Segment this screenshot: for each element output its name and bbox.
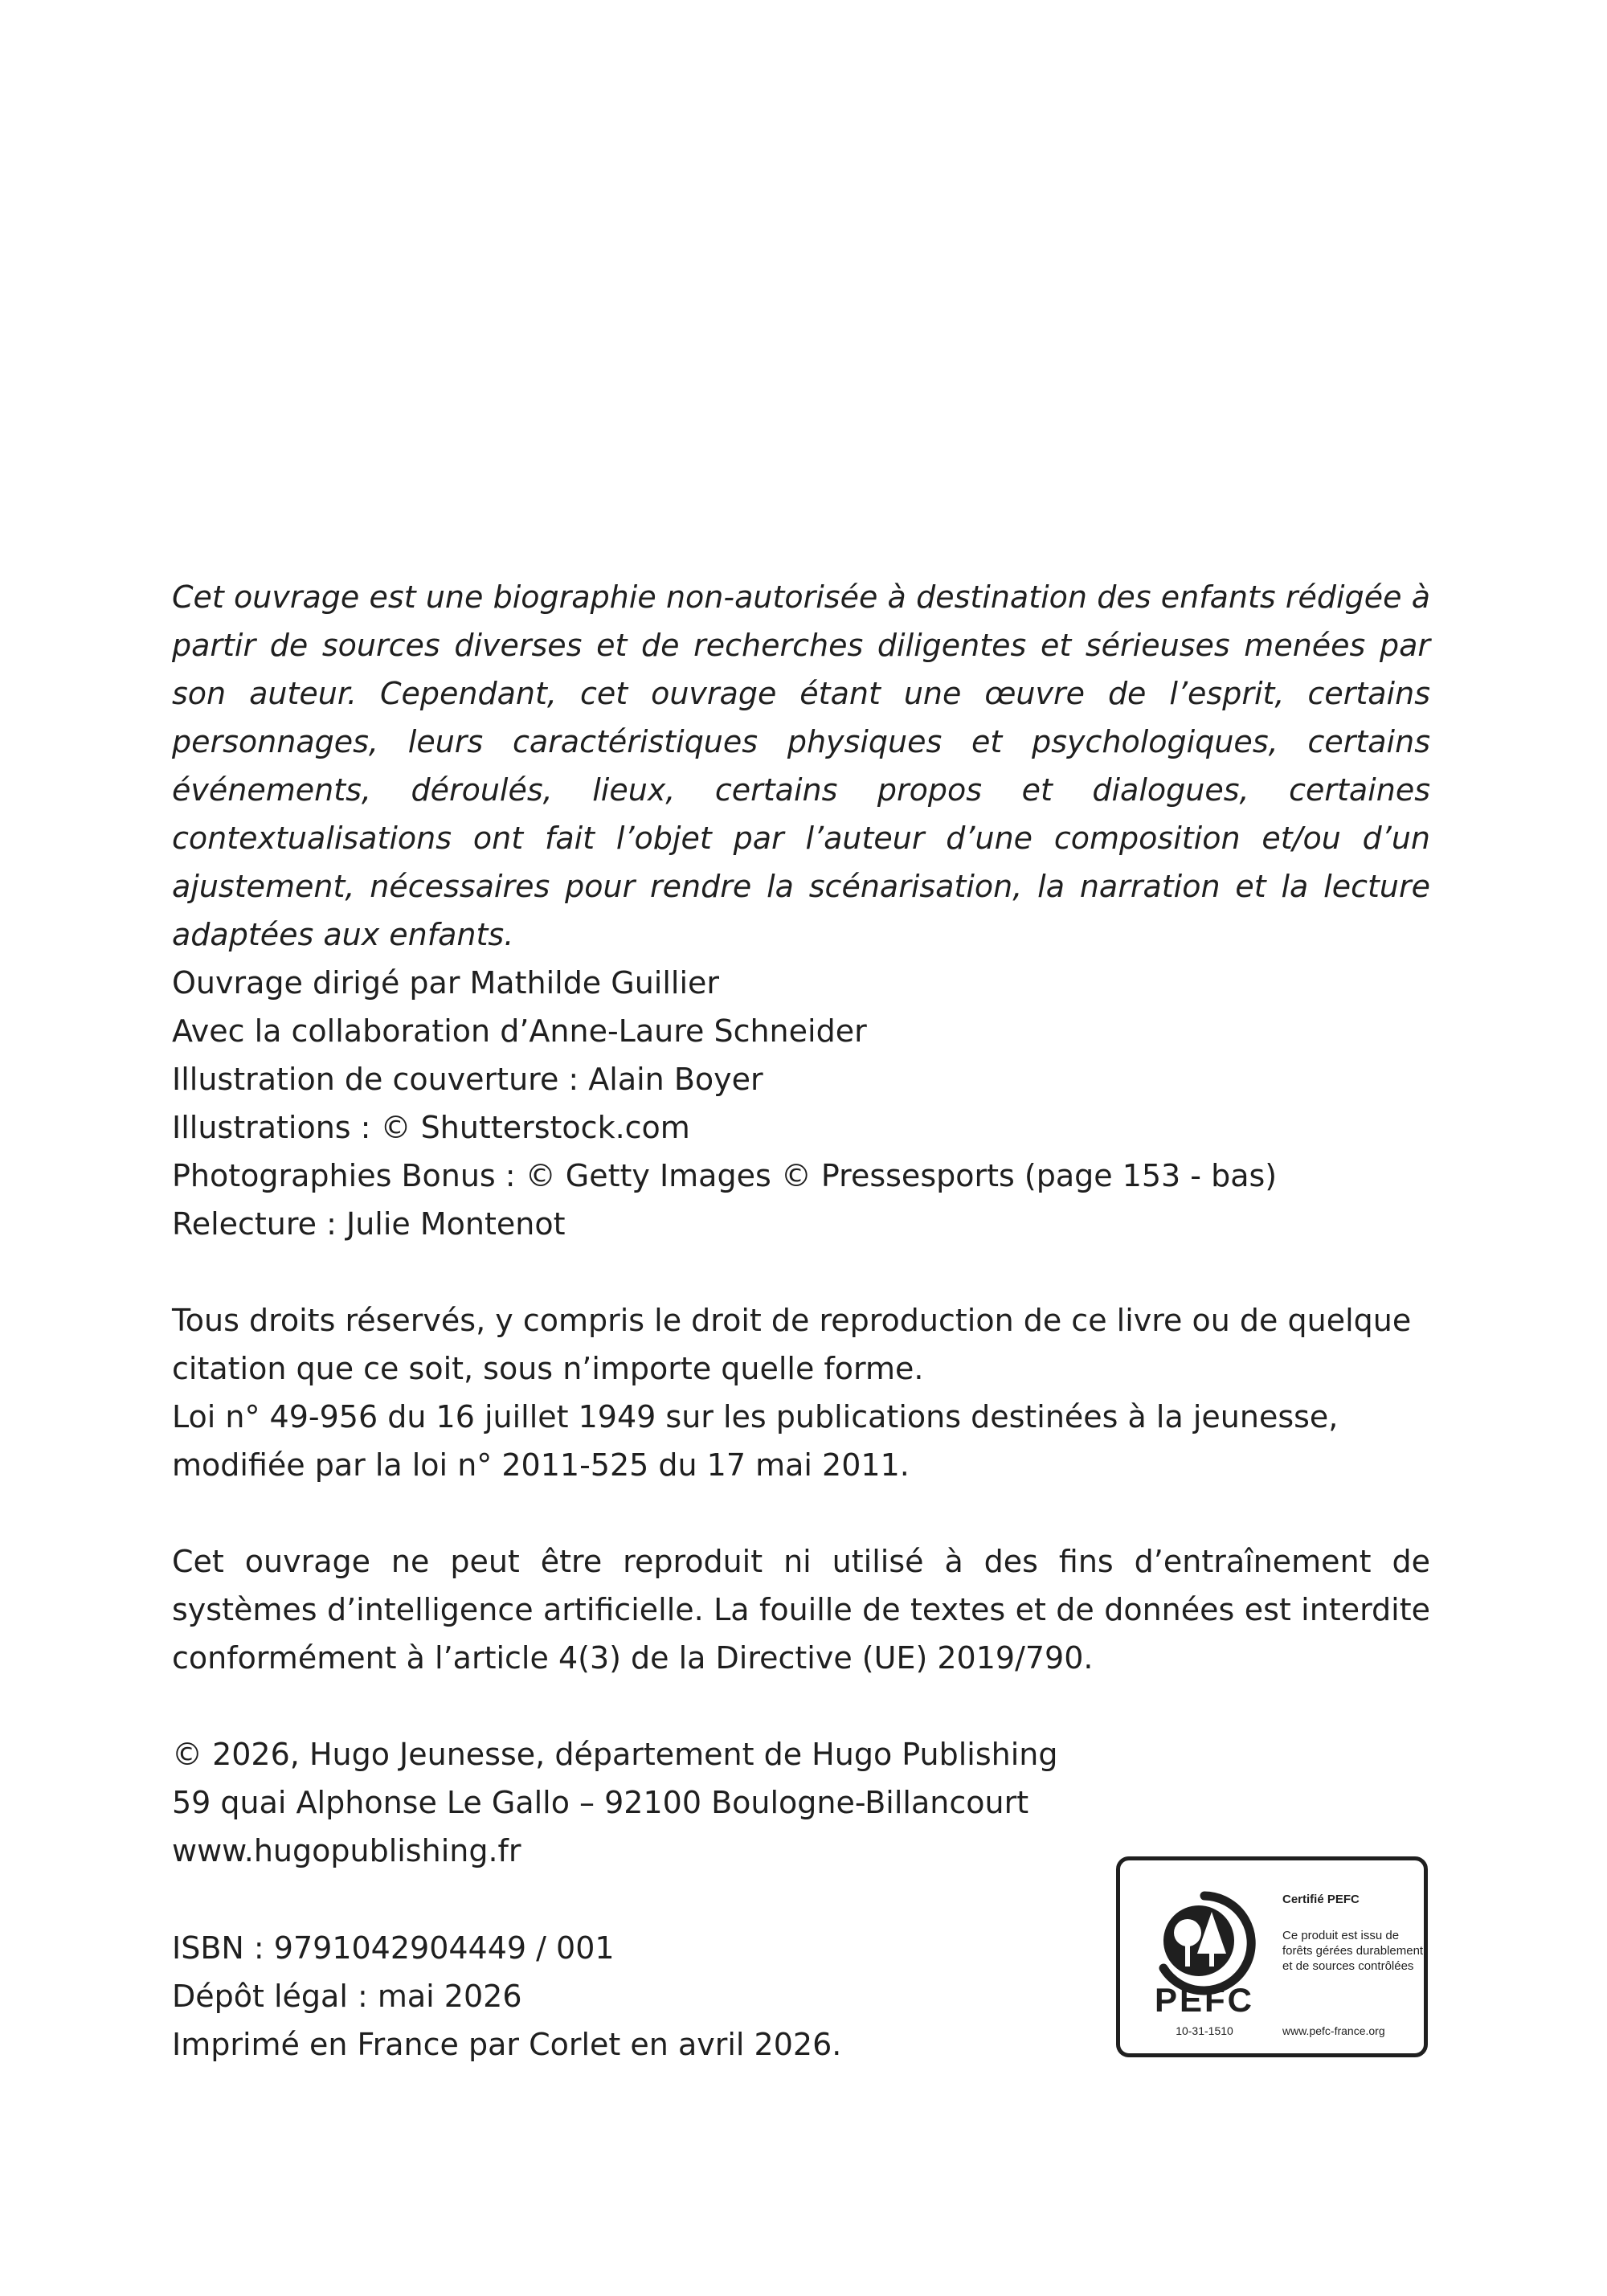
publisher-website: www.hugopublishing.fr [172, 1833, 521, 1868]
legal-deposit: Dépôt légal : mai 2026 [172, 1979, 522, 2014]
pefc-certification-label [1116, 1856, 1428, 2057]
pefc-trees-logo-icon [1152, 1891, 1257, 1995]
credit-illustrations: Illustrations : © Shutterstock.com [172, 1110, 690, 1145]
ai-training-notice: Cet ouvrage ne peut être reproduit ni utilisé à des fins d’entraînement de systèmes d’intelligence artificielle. La fouille de textes et de données est interdite conformément à l’article 4(3) de la Directive (UE) 2019/790. [172, 1544, 1430, 1676]
credit-cover-illustration: Illustration de couverture : Alain Boyer [172, 1062, 763, 1097]
credit-directed-by: Ouvrage dirigé par Mathilde Guillier [172, 965, 720, 1001]
publisher-address: 59 quai Alphonse Le Gallo – 92100 Boulogne-Billancourt [172, 1785, 1029, 1820]
isbn: ISBN : 9791042904449 / 001 [172, 1930, 615, 1966]
publisher-block [172, 1730, 1430, 1875]
biography-disclaimer: Cet ouvrage est une biographie non-autorisée à destination des enfants rédigée à partir de sources diverses et de recherches diligentes et sérieuses menées par son auteur. Cependant, cet ouvrage étant une œuvre de l’esprit, certains personnages, leurs caractéristiques physiques et psychologiques, certains événements, déroulés, lieux, certains propos et dialogues, certaines contextualisations ont fait l’objet par l’auteur d’une composition et/ou d’un ajustement, nécessaires pour rendre la scénarisation, la narration et la lecture adaptées aux enfants. [172, 579, 1430, 952]
printing-info: Imprimé en France par Corlet en avril 2026. [172, 2027, 842, 2062]
pefc-website: www.pefc-france.org [1282, 2024, 1385, 2037]
credit-collaboration: Avec la collaboration d’Anne-Laure Schneider [172, 1013, 867, 1049]
credit-bonus-photos: Photographies Bonus : © Getty Images © Pressesports (page 153 - bas) [172, 1158, 1278, 1193]
credits-block [172, 959, 1430, 1248]
rights-block [172, 1296, 1430, 1489]
pefc-title: Certifié PEFC [1282, 1893, 1360, 1906]
rights-reserved: Tous droits réservés, y compris le droit de reproduction de ce livre ou de quelque citation que ce soit, sous n’importe quelle forme. [172, 1303, 1412, 1386]
pefc-description: Ce produit est issu de forêts gérées durablement et de sources contrôlées [1282, 1929, 1424, 1973]
credit-proofreading: Relecture : Julie Montenot [172, 1206, 566, 1242]
pefc-wordmark: PEFC [1154, 1981, 1254, 2019]
pefc-license-code: 10-31-1510 [1176, 2024, 1233, 2037]
rights-law: Loi n° 49-956 du 16 juillet 1949 sur les publications destinées à la jeunesse, modifiée par la loi n° 2011-525 du 17 mai 2011. [172, 1399, 1339, 1483]
publisher-copyright: © 2026, Hugo Jeunesse, département de Hugo Publishing [172, 1737, 1058, 1772]
